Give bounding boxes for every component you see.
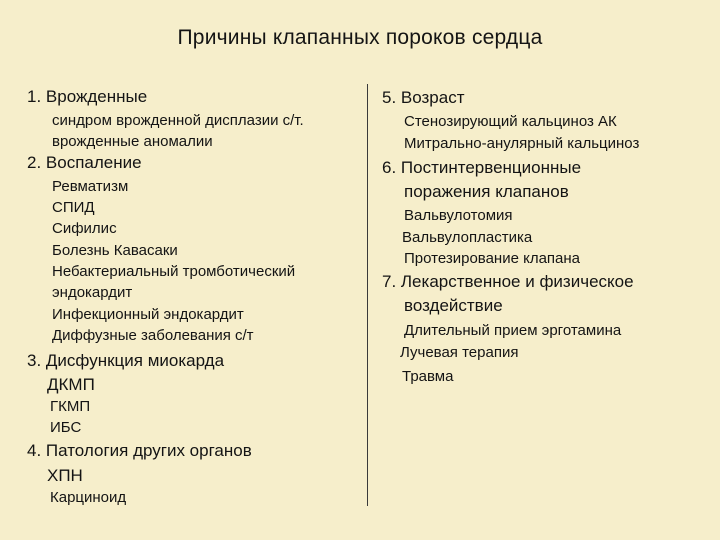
heading-congenital: 1. Врожденные xyxy=(27,87,148,106)
list-item: Стенозирующий кальциноз АК xyxy=(404,113,617,130)
list-item: Болезнь Кавасаки xyxy=(52,242,178,259)
list-item: Карциноид xyxy=(50,489,127,506)
slide-title: Причины клапанных пороков сердца xyxy=(177,26,543,49)
column-divider xyxy=(367,84,368,506)
list-item: Сифилис xyxy=(52,220,117,237)
list-item: Протезирование клапана xyxy=(404,250,581,267)
list-item: эндокардит xyxy=(52,284,133,301)
list-item: Длительный прием эрготамина xyxy=(404,322,622,339)
list-item: СПИД xyxy=(52,199,95,216)
heading-post-intervention: 6. Постинтервенционные xyxy=(382,158,582,177)
list-item: Диффузные заболевания с/т xyxy=(52,327,254,344)
list-item: Небактериальный тромботический xyxy=(52,263,296,280)
list-item: врожденные аномалии xyxy=(52,133,213,150)
list-item: Инфекционный эндокардит xyxy=(52,306,244,323)
list-item: ГКМП xyxy=(50,398,91,415)
list-item: Травма xyxy=(402,368,454,385)
heading-age: 5. Возраст xyxy=(382,88,465,107)
list-item: Вальвулопластика xyxy=(402,229,533,246)
list-item: синдром врожденной дисплазии с/т. xyxy=(52,112,304,129)
list-item: Митрально-анулярный кальциноз xyxy=(404,135,640,152)
list-item: Ревматизм xyxy=(52,178,129,195)
list-item: ДКМП xyxy=(47,375,95,394)
list-item: ИБС xyxy=(50,419,82,436)
list-item: Вальвулотомия xyxy=(404,207,513,224)
heading-other-organs: 4. Патология других органов xyxy=(27,441,252,460)
heading-drug-physical-cont: воздействие xyxy=(404,296,503,315)
heading-post-intervention-cont: поражения клапанов xyxy=(404,182,569,201)
heading-drug-physical: 7. Лекарственное и физическое xyxy=(382,272,634,291)
list-item: Лучевая терапия xyxy=(400,344,519,361)
heading-myocardial: 3. Дисфункция миокарда xyxy=(27,351,225,370)
list-item: ХПН xyxy=(47,466,83,485)
heading-inflammation: 2. Воспаление xyxy=(27,153,142,172)
